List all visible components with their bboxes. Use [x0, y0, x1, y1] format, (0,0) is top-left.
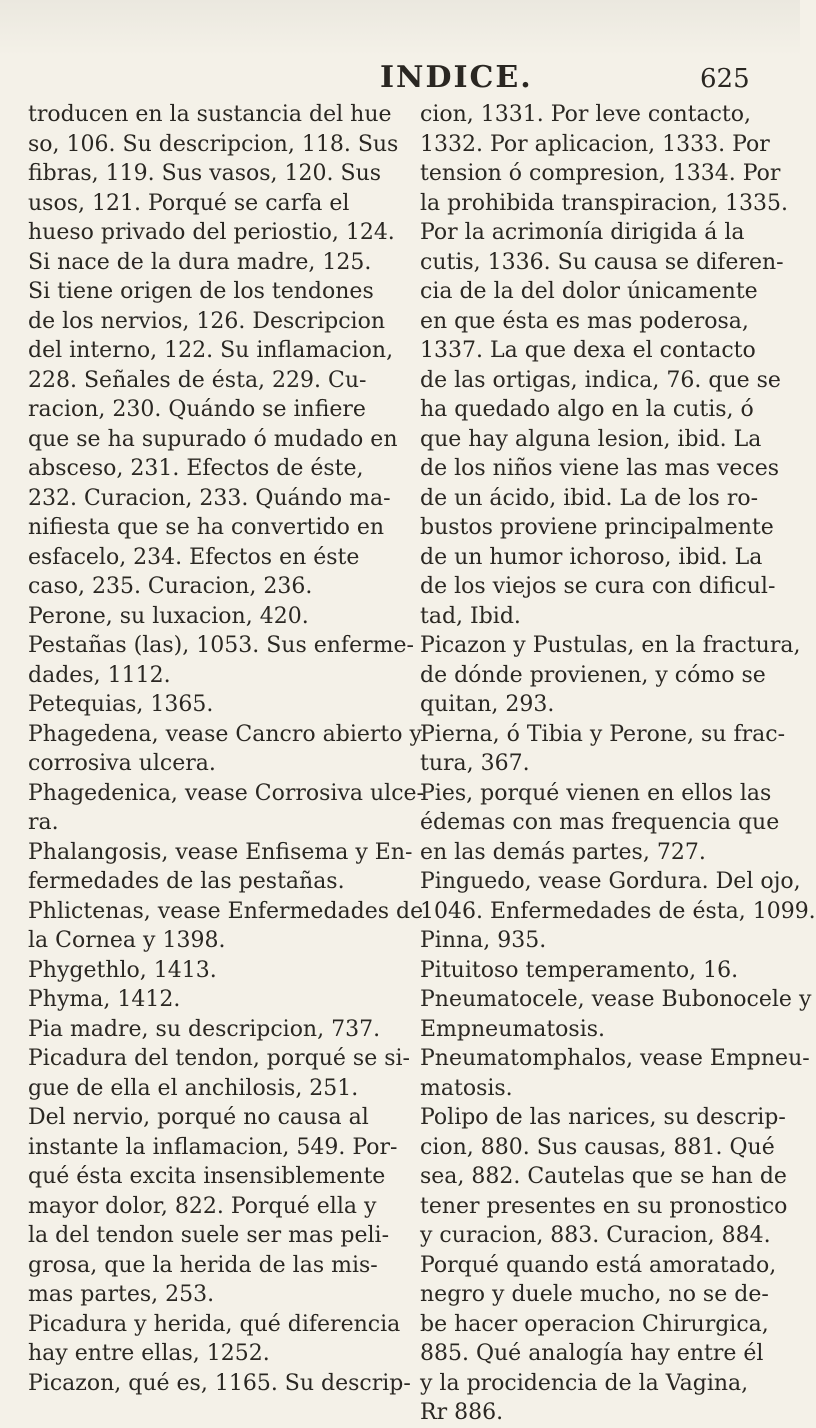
index-line: Por la acrimonía dirigida á la	[420, 220, 745, 245]
index-line: 885. Qué analogía hay entre él	[420, 1341, 764, 1366]
index-line: la Cornea y 1398.	[28, 928, 226, 953]
index-line: Phalangosis, vease Enfisema y En-	[28, 839, 413, 865]
index-line: gue de ella el anchilosis, 251.	[28, 1075, 359, 1101]
index-line: de dónde provienen, y cómo se	[420, 662, 766, 688]
index-line: 1332. Por aplicacion, 1333. Por	[420, 131, 770, 157]
index-line: fibras, 119. Sus vasos, 120. Sus	[28, 161, 382, 186]
index-line: que se ha supurado ó mudado en	[28, 426, 398, 452]
index-line: la prohibida transpiracion, 1335.	[420, 190, 788, 216]
index-line: 228. Señales de ésta, 229. Cu-	[28, 367, 367, 393]
index-line: Phyma, 1412.	[28, 987, 181, 1012]
index-line: Picadura y herida, qué diferencia	[28, 1311, 401, 1337]
index-line: de las ortigas, indica, 76. que se	[420, 367, 781, 393]
index-line: hay entre ellas, 1252.	[28, 1341, 270, 1366]
index-line: Pinguedo, vease Gordura. Del ojo,	[420, 869, 801, 894]
index-line: Picazon, qué es, 1165. Su descrip-	[28, 1370, 411, 1396]
index-line: 1046. Enfermedades de ésta, 1099.	[420, 898, 816, 924]
index-line: tener presentes en su pronostico	[420, 1193, 788, 1219]
index-line: Pinna, 935.	[420, 928, 547, 953]
index-line: Pneumatocele, vease Bubonocele y	[420, 987, 812, 1012]
index-line: dades, 1112.	[28, 662, 171, 688]
page-top-edge	[0, 0, 800, 56]
index-line: grosa, que la herida de las mis-	[28, 1252, 378, 1278]
index-line: cia de la del dolor únicamente	[420, 279, 758, 304]
index-line: del interno, 122. Su inflamacion,	[28, 338, 394, 363]
index-line: nifiesta que se ha convertido en	[28, 515, 385, 540]
index-line: Pestañas (las), 1053. Sus enferme-	[28, 633, 414, 658]
index-line: édemas con mas frequencia que	[420, 810, 780, 835]
index-line: Phagedena, vease Cancro abierto y	[28, 721, 422, 747]
index-line: so, 106. Su descripcion, 118. Sus	[28, 131, 399, 157]
index-line: Pia madre, su descripcion, 737.	[28, 1016, 381, 1042]
index-line: de los nervios, 126. Descripcion	[28, 308, 386, 334]
index-line: cion, 880. Sus causas, 881. Qué	[420, 1134, 775, 1160]
index-line: y curacion, 883. Curacion, 884.	[420, 1223, 771, 1248]
index-line: y la procidencia de la Vagina,	[420, 1370, 749, 1396]
index-line: caso, 235. Curacion, 236.	[28, 574, 313, 599]
index-line: Pituitoso temperamento, 16.	[420, 957, 739, 983]
index-line: usos, 121. Porqué se carfa el	[28, 190, 350, 216]
index-line: tension ó compresion, 1334. Por	[420, 161, 781, 186]
index-line: Phagedenica, vease Corrosiva ulce-	[28, 780, 424, 806]
index-line: 1337. La que dexa el contacto	[420, 338, 756, 363]
index-line: Phygethlo, 1413.	[28, 957, 217, 983]
right-column	[420, 100, 816, 1428]
index-line: Picadura del tendon, porqué se si-	[28, 1046, 410, 1071]
index-line: Phlictenas, vease Enfermedades de	[28, 898, 424, 924]
index-line: 232. Curacion, 233. Quándo ma-	[28, 485, 391, 511]
index-line: tura, 367.	[420, 751, 530, 776]
index-line: Porqué quando está amoratado,	[420, 1252, 777, 1278]
page-header	[0, 60, 800, 100]
index-line: mas partes, 253.	[28, 1282, 215, 1307]
index-line: tad, Ibid.	[420, 603, 521, 629]
index-line: mayor dolor, 822. Porqué ella y	[28, 1193, 377, 1219]
index-line: Petequias, 1365.	[28, 692, 214, 717]
index-line: Perone, su luxacion, 420.	[28, 603, 309, 629]
index-line: troducen en la sustancia del hue	[28, 102, 392, 127]
index-line: Pierna, ó Tibia y Perone, su frac-	[420, 721, 785, 747]
index-line: en las demás partes, 727.	[420, 839, 706, 865]
index-line: cutis, 1336. Su causa se diferen-	[420, 249, 784, 275]
index-line: quitan, 293.	[420, 692, 555, 717]
index-line: Rr 886.	[420, 1400, 504, 1425]
header-title: INDICE.	[380, 60, 533, 95]
index-line: esfacelo, 234. Efectos en éste	[28, 544, 360, 570]
index-line: de un humor ichoroso, ibid. La	[420, 544, 763, 570]
index-line: que hay alguna lesion, ibid. La	[420, 426, 762, 452]
index-line: Pneumatomphalos, vease Empneu-	[420, 1046, 810, 1071]
page-number: 625	[700, 64, 750, 94]
index-line: de los viejos se cura con dificul-	[420, 574, 776, 599]
index-line: negro y duele mucho, no se de-	[420, 1282, 769, 1307]
index-line: Si nace de la dura madre, 125.	[28, 249, 372, 275]
index-line: cion, 1331. Por leve contacto,	[420, 102, 751, 127]
index-line: Polipo de las narices, su descrip-	[420, 1105, 786, 1130]
index-line: en que ésta es mas poderosa,	[420, 308, 749, 334]
index-line: Empneumatosis.	[420, 1016, 606, 1042]
index-line: sea, 882. Cautelas que se han de	[420, 1164, 787, 1189]
index-line: corrosiva ulcera.	[28, 751, 216, 776]
index-line: qué ésta excita insensiblemente	[28, 1164, 386, 1189]
index-line: Picazon y Pustulas, en la fractura,	[420, 633, 801, 658]
index-line: racion, 230. Quándo se infiere	[28, 397, 366, 422]
index-line: la del tendon suele ser mas peli-	[28, 1223, 390, 1248]
index-line: absceso, 231. Efectos de éste,	[28, 456, 364, 481]
index-line: hueso privado del periostio, 124.	[28, 220, 395, 245]
left-column	[28, 100, 424, 1398]
index-line: instante la inflamacion, 549. Por-	[28, 1134, 398, 1160]
index-line: ha quedado algo en la cutis, ó	[420, 397, 754, 422]
index-line: bustos proviene principalmente	[420, 515, 774, 540]
index-line: ra.	[28, 810, 59, 835]
index-line: Si tiene origen de los tendones	[28, 279, 374, 304]
index-line: Del nervio, porqué no causa al	[28, 1105, 369, 1130]
index-line: Pies, porqué vienen en ellos las	[420, 780, 772, 806]
index-line: de un ácido, ibid. La de los ro-	[420, 485, 759, 511]
index-line: matosis.	[420, 1075, 513, 1101]
index-line: de los niños viene las mas veces	[420, 456, 780, 481]
index-line: fermedades de las pestañas.	[28, 869, 345, 894]
index-line: be hacer operacion Chirurgica,	[420, 1311, 769, 1337]
